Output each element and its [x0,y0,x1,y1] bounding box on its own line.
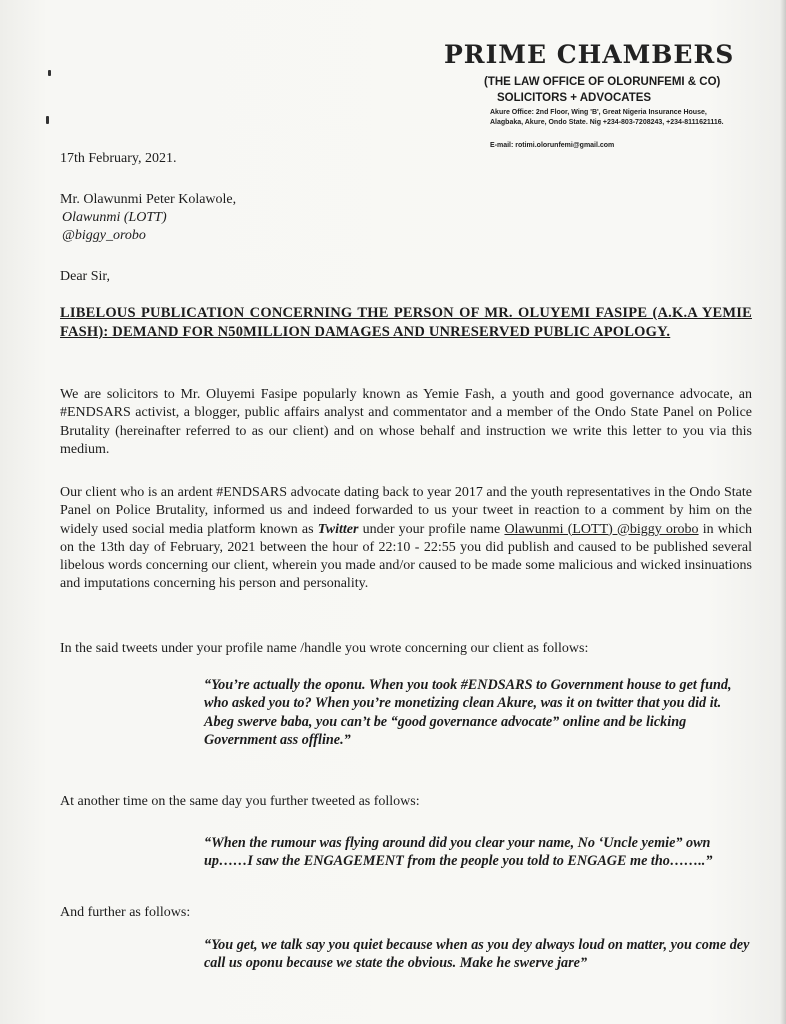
scan-speck [46,116,49,124]
letter-subject: LIBELOUS PUBLICATION CONCERNING THE PERSON OF MR. OLUYEMI FASIPE (A.K.A YEMIE FASH): DEMAND FOR N50MILLION DAMAGES AND UNRESERVED PUBLIC APOLOGY. [60,305,752,340]
paragraph-background [60,484,752,594]
recipient-handle: @biggy_orobo [62,228,146,243]
paragraph-introduction: We are solicitors to Mr. Oluyemi Fasipe popularly known as Yemie Fash, a youth and good governance advocate, an #ENDSARS activist, a blogger, public affairs analyst and commentator and a member of the Ondo State Panel on Police Brutality (hereinafter referred to as our client) and on whose behalf and instruction we write this letter to you via this medium. [60,387,752,457]
tweet-quote-2: “When the rumour was flying around did you clear your name, No ‘Uncle yemie” own up……I saw the ENGAGEMENT from the people you told to ENGAGE me tho……..” [204,835,713,870]
salutation: Dear Sir, [60,269,110,284]
paragraph-text: Our client who is an ardent #ENDSARS advocate dating back to year 2017 and the youth representatives in the Ondo State Panel on Police Brutality, informed us and indeed forwarded to us your tweet in reaction to a comment by him on the widely used social media platform known as [60,485,752,537]
recipient-alias: Olawunmi (LOTT) [62,210,167,225]
tweet-quote-3: “You get, we talk say you quiet because when as you dey always loud on matter, you come dey call us oponu because we state the obvious. Make he swerve jare” [204,937,750,972]
profile-handle: Olawunmi (LOTT) @biggy orobo [504,521,699,537]
firm-subtitle: (THE LAW OFFICE OF OLORUNFEMI & CO) [484,76,721,88]
paragraph-second-tweet-intro: At another time on the same day you further tweeted as follows: [60,794,420,809]
firm-practice: SOLICITORS + ADVOCATES [497,92,652,104]
paragraph-text: in which on the 13th day of February, 2021 between the hour of 22:10 - 22:55 you did publish and caused to be published several libelous words concerning our client, wherein you made and/or caused to be made some malicious and wicked insinuations and imputations concerning his person and personality. [60,521,752,592]
scan-speck [48,70,51,76]
paragraph-tweets-intro: In the said tweets under your profile name /handle you wrote concerning our client as follows: [60,641,589,656]
tweet-quote-1: “You’re actually the oponu. When you took #ENDSARS to Government house to get fund, who asked you to? When you’re monetizing clean Akure, was it on twitter that you did it. Abeg swerve baba, you can’t be “good governance advocate” online and be licking Government ass offline.” [204,677,732,748]
paragraph-text: under your profile name [358,521,505,537]
firm-email: E-mail: rotimi.olorunfemi@gmail.com [490,142,615,149]
recipient-name: Mr. Olawunmi Peter Kolawole, [60,192,237,207]
platform-name: Twitter [317,521,359,537]
paragraph-third-tweet-intro: And further as follows: [60,905,191,920]
firm-name: PRIME CHAMBERS [444,40,735,69]
page-edge-shadow [780,0,786,1024]
letter-date: 17th February, 2021. [60,151,177,166]
firm-address: Akure Office: 2nd Floor, Wing 'B', Great Nigeria Insurance House, Alagbaka, Akure, Ondo State. Nig +234-803-7208243, +234-8111621116. [490,109,724,126]
